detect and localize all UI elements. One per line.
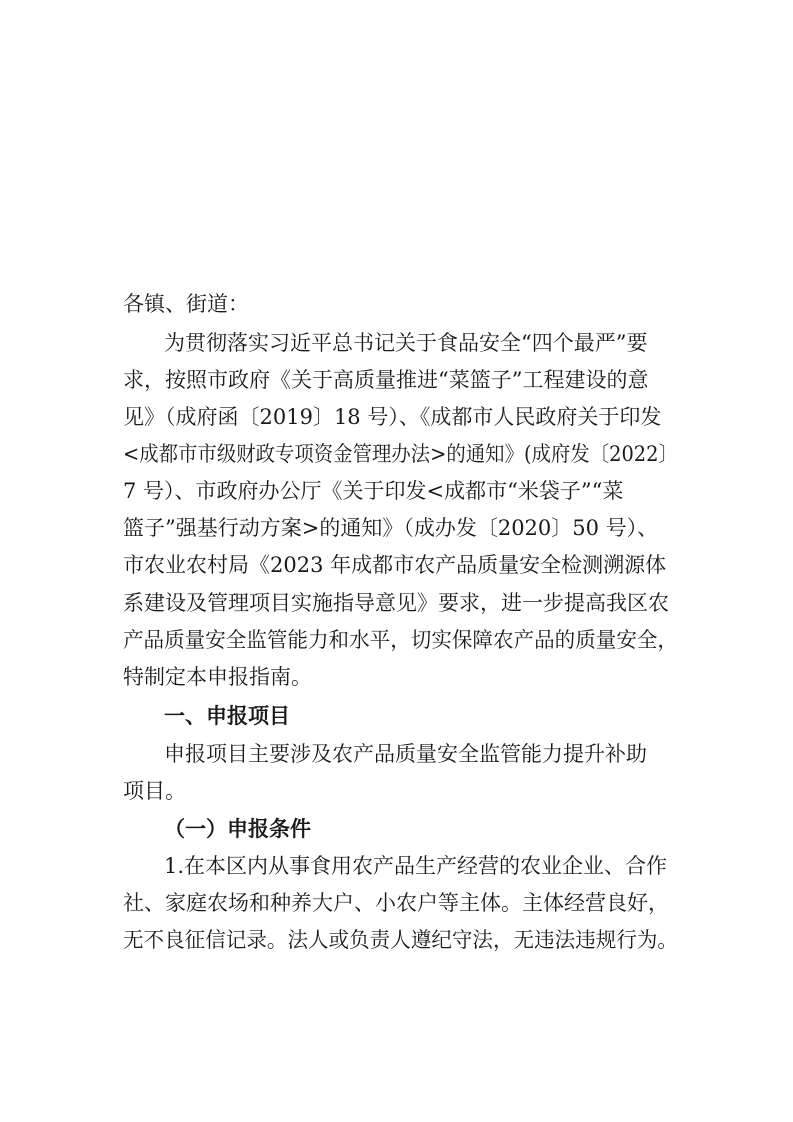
paragraph-line: [0, 661, 793, 693]
paragraph-1-line-5: 7 号）、市政府办公厅《关于印发<成都市“米袋子”“菜: [123, 479, 624, 503]
paragraph-1-line-7: 市农业农村局《2023 年成都市农产品质量安全检测溯源体: [123, 553, 667, 577]
paragraph-line: [0, 327, 793, 359]
heading-line: [0, 813, 793, 845]
paragraph-line: [0, 512, 793, 544]
paragraph-3-line-2: 社、家庭农场和种养大户、小农户等主体。主体经营良好，: [123, 891, 669, 915]
paragraph-line: [0, 438, 793, 470]
paragraph-1-line-2: 求，按照市政府《关于高质量推进“菜篮子”工程建设的意: [123, 368, 649, 392]
paragraph-2-line-2: 项目。: [123, 779, 186, 803]
subsection-heading: （一）申报条件: [164, 816, 311, 841]
paragraph-1-line-8: 系建设及管理项目实施指导意见》要求，进一步提高我区农: [123, 591, 669, 615]
paragraph-3-line-3: 无不良征信记录。法人或负责人遵纪守法，无违法违规行为。: [123, 928, 678, 952]
paragraph-line: [0, 738, 793, 770]
paragraph-line: [0, 587, 793, 619]
paragraph-3-line-1: 1.在本区内从事食用农产品生产经营的农业企业、合作: [164, 854, 668, 878]
paragraph-1-line-6: 篮子”强基行动方案>的通知》（成办发〔2020〕50 号）、: [123, 516, 659, 540]
paragraph-line: [0, 924, 793, 956]
paragraph-1-line-3: 见》（成府函〔2019〕18 号）、《成都市人民政府关于印发: [123, 405, 662, 429]
paragraph-1-line-9: 产品质量安全监管能力和水平，切实保障农产品的质量安全，: [123, 628, 678, 652]
paragraph-2-line-1: 申报项目主要涉及农产品质量安全监管能力提升补助: [164, 742, 647, 766]
paragraph-line: [0, 624, 793, 656]
salutation-line: [0, 288, 793, 320]
paragraph-line: [0, 401, 793, 433]
paragraph-line: [0, 549, 793, 581]
paragraph-line: [0, 850, 793, 882]
paragraph-line: [0, 775, 793, 807]
heading-line: [0, 700, 793, 732]
paragraph-1-line-1: 为贯彻落实习近平总书记关于食品安全“四个最严”要: [164, 331, 648, 355]
paragraph-1-line-10: 特制定本申报指南。: [123, 665, 312, 689]
paragraph-line: [0, 364, 793, 396]
paragraph-line: [0, 887, 793, 919]
paragraph-1-line-4: <成都市市级财政专项资金管理办法>的通知》(成府发〔2022〕: [123, 442, 678, 466]
salutation: 各镇、街道：: [123, 292, 249, 316]
paragraph-line: [0, 475, 793, 507]
section-heading: 一、申报项目: [164, 703, 290, 728]
